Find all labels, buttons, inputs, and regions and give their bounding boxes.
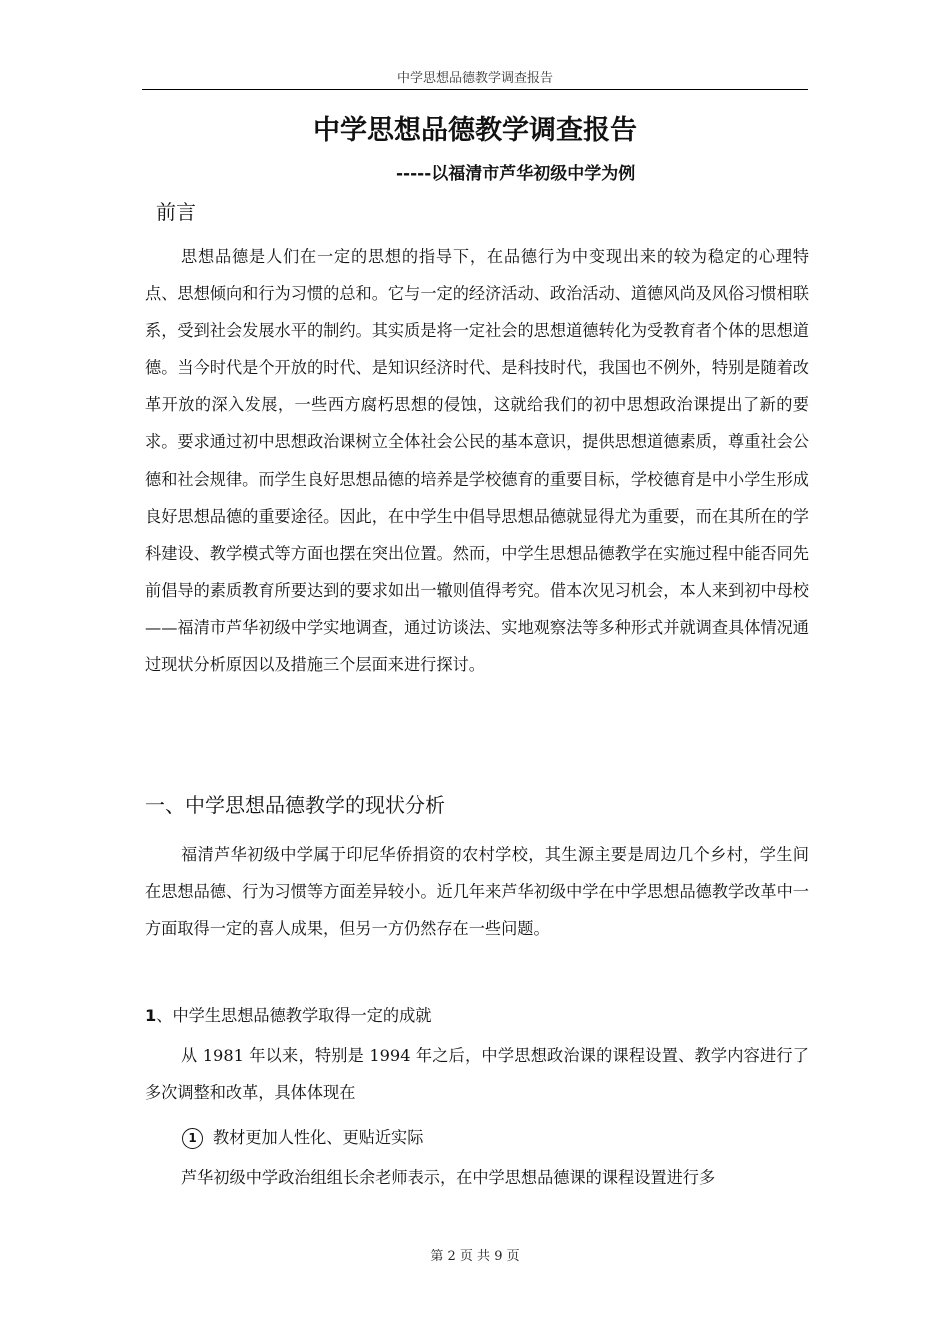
page-number-footer: 第 2 页 共 9 页 [430, 1249, 520, 1264]
subsection-heading-achievements [145, 1001, 431, 1031]
document-subtitle: -----以福清市芦华初级中学为例 [396, 164, 636, 184]
subsection-title: 、中学生思想品德教学取得一定的成就 [156, 1006, 432, 1025]
subsection-paragraph: 从 1981 年以来，特别是 1994 年之后，中学思想政治课的课程设置、教学内容进行了多次调整和改革，具体体现在 [145, 1046, 809, 1103]
item-paragraph: 芦华初级中学政治组组长余老师表示，在中学思想品德课的课程设置进行多 [181, 1168, 716, 1187]
circled-number-one: 1 [182, 1128, 203, 1149]
section-heading-current-status: 一、中学思想品德教学的现状分析 [145, 793, 445, 817]
header-divider [142, 89, 808, 90]
item-heading-textbook [182, 1123, 423, 1153]
subsection-number: 1 [145, 1006, 157, 1025]
item-title: 教材更加人性化、更贴近实际 [213, 1128, 424, 1147]
foreword-paragraph: 思想品德是人们在一定的思想的指导下，在品德行为中变现出来的较为稳定的心理特点、思想倾向和行为习惯的总和。它与一定的经济活动、政治活动、道德风尚及风俗习惯相联系，受到社会发展水平的制约。其实质是将一定社会的思想道德转化为受教育者个体的思想道德。当今时代是个开放的时代、是知识经济时代、是科技时代，我国也不例外，特别是随着改革开放的深入发展，一些西方腐朽思想的侵蚀，这就给我们的初中思想政治课提出了新的要求。要求通过初中思想政治课树立全体社会公民的基本意识，提供思想道德素质，尊重社会公德和社会规律。而学生良好思想品德的培养是学校德育的重要目标，学校德育是中小学生形成良好思想品德的重要途径。因此，在中学生中倡导思想品德就显得尤为重要，而在其所在的学科建设、教学模式等方面也摆在突出位置。然而，中学生思想品德教学在实施过程中能否同先前倡导的素质教育所要达到的要求如出一辙则值得考究。借本次见习机会，本人来到初中母校——福清市芦华初级中学实地调查，通过访谈法、实地观察法等多种形式并就调查具体情况通过现状分析原因以及措施三个层面来进行探讨。 [145, 247, 809, 675]
foreword-heading: 前言 [156, 200, 196, 224]
document-title: 中学思想品德教学调查报告 [313, 115, 637, 146]
section-intro-paragraph: 福清芦华初级中学属于印尼华侨捐资的农村学校，其生源主要是周边几个乡村，学生间在思想品德、行为习惯等方面差异较小。近几年来芦华初级中学在中学思想品德教学改革中一方面取得一定的喜人成果，但另一方仍然存在一些问题。 [145, 845, 809, 939]
running-header: 中学思想品德教学调查报告 [396, 71, 553, 86]
